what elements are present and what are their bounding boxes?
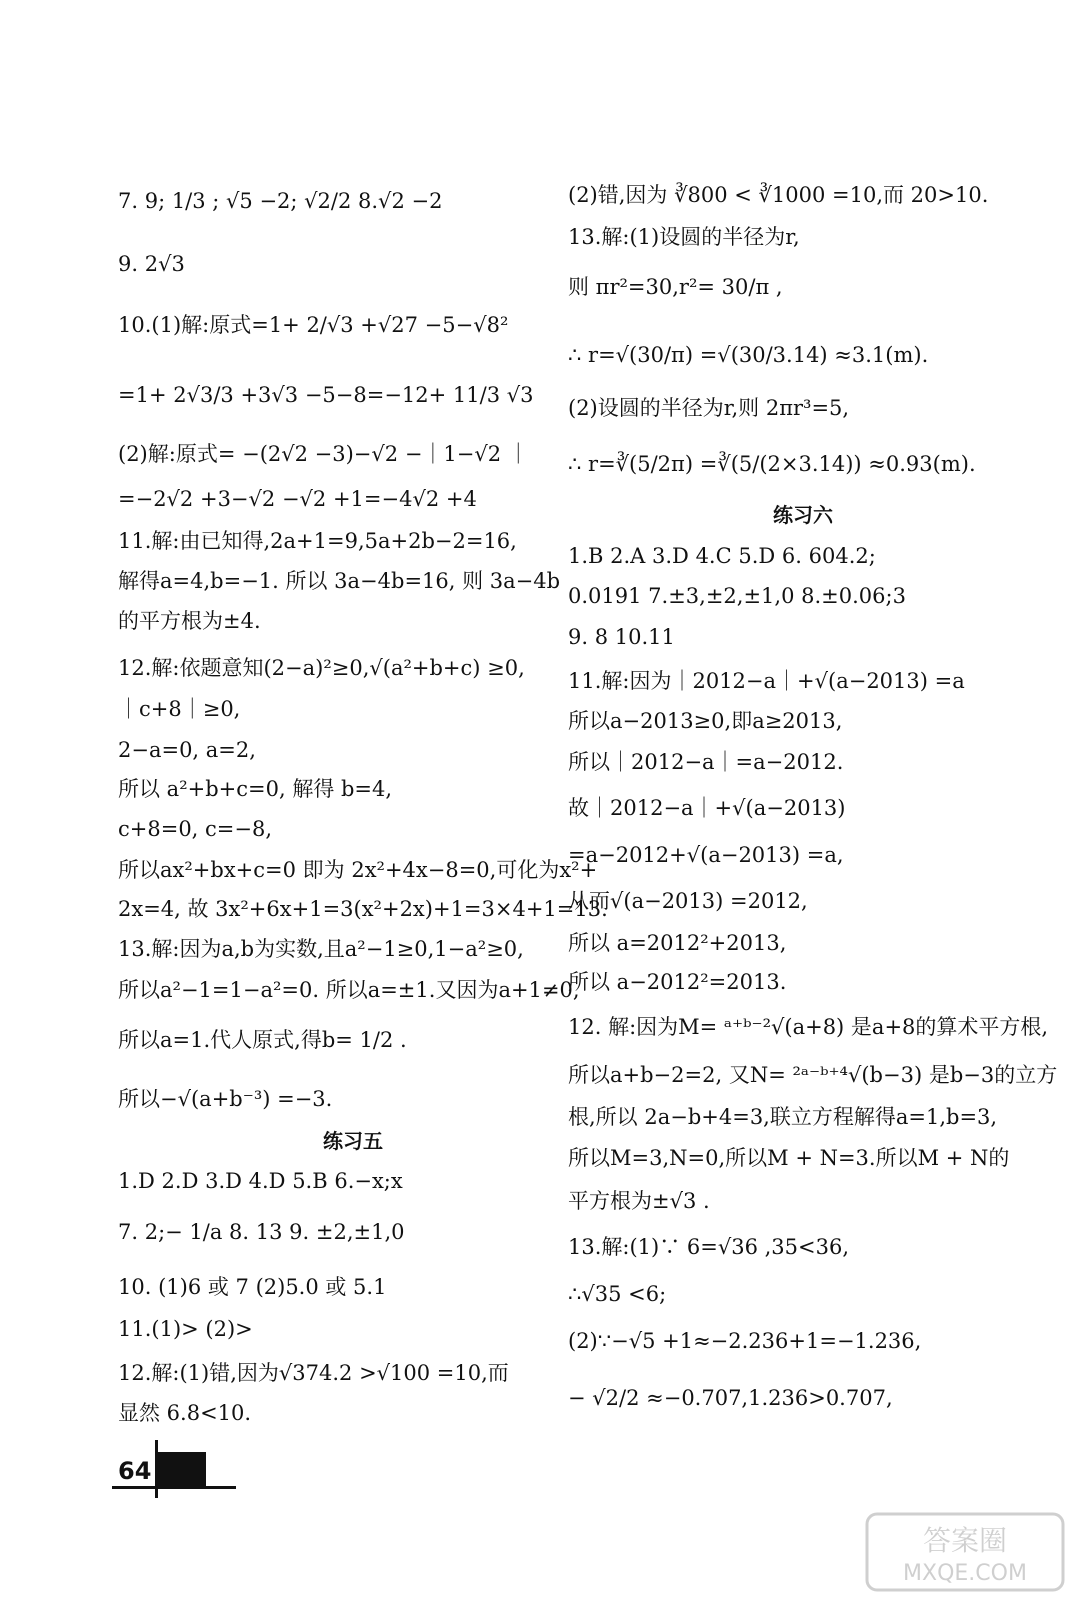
right-text-line: 所以 a−2012²=2013. [568,970,787,994]
right-text-line: 故｜2012−a｜+√(a−2013) [568,796,846,820]
left-text-line: 所以a=1.代人原式,得b= 1/2 . [118,1028,407,1052]
footer-rule [112,1486,236,1489]
right-text-line: 所以｜2012−a｜=a−2012. [568,750,844,774]
left-text-line: 11.解:由已知得,2a+1=9,5a+2b−2=16, [118,529,517,553]
left-text-line: 9. 2√3 [118,252,185,276]
right-text-line: ∴ r=∛(5/2π) =∛(5/(2×3.14)) ≈0.93(m). [568,452,976,476]
left-text-line: 10.(1)解:原式=1+ 2/√3 +√27 −5−√8² [118,313,509,337]
right-text-line: 所以a+b−2=2, 又N= ²ᵃ⁻ᵇ⁺⁴√(b−3) 是b−3的立方 [568,1063,1058,1087]
right-text-line: 13.解:(1)设圆的半径为r, [568,225,800,249]
left-text-line: (2)解:原式= −(2√2 −3)−√2 −｜1−√2 ｜ [118,442,529,466]
left-text-line: 7. 2;− 1/a 8. 13 9. ±2,±1,0 [118,1220,405,1244]
right-text-line: 则 πr²=30,r²= 30/π , [568,275,783,299]
left-text-line: 2x=4, 故 3x²+6x+1=3(x²+2x)+1=3×4+1=13. [118,897,608,921]
right-text-line: 根,所以 2a−b+4=3,联立方程解得a=1,b=3, [568,1105,998,1129]
right-text-line: 13.解:(1)∵ 6=√36 ,35<36, [568,1235,850,1259]
left-text-line: ｜c+8｜≥0, [118,697,241,721]
right-text-line: =a−2012+√(a−2013) =a, [568,843,844,867]
right-text-line: 12. 解:因为M= ᵃ⁺ᵇ⁻²√(a+8) 是a+8的算术平方根, [568,1015,1049,1039]
right-text-line: 9. 8 10.11 [568,625,675,649]
right-text-line: 11.解:因为｜2012−a｜+√(a−2013) =a [568,669,965,693]
right-text-line: 所以 a=2012²+2013, [568,931,787,955]
left-text-line: =−2√2 +3−√2 −√2 +1=−4√2 +4 [118,487,477,511]
right-text-line: 所以M=3,N=0,所以M + N=3.所以M + N的 [568,1146,1010,1170]
right-text-line: (2)错,因为 ∛800 < ∛1000 =10,而 20>10. [568,183,989,207]
right-text-line: ∴ r=√(30/π) =√(30/3.14) ≈3.1(m). [568,343,929,367]
right-text-line: − √2/2 ≈−0.707,1.236>0.707, [568,1386,893,1410]
right-text-line: 1.B 2.A 3.D 4.C 5.D 6. 604.2; [568,544,876,568]
right-text-line: 平方根为±√3 . [568,1189,710,1213]
page-number: 64 [118,1457,152,1485]
left-text-line: 11.(1)> (2)> [118,1317,253,1341]
left-text-line: 显然 6.8<10. [118,1401,252,1425]
right-text-line: 所以a−2013≥0,即a≥2013, [568,709,843,733]
svg-text:MXQE.COM: MXQE.COM [903,1561,1027,1586]
right-text-line: (2)设圆的半径为r,则 2πr³=5, [568,396,850,420]
svg-text:答案圈: 答案圈 [922,1524,1008,1557]
left-text-line: 12.解:(1)错,因为√374.2 >√100 =10,而 [118,1361,509,1385]
left-text-line: 的平方根为±4. [118,609,261,633]
left-text-line: 所以−√(a+b⁻³) =−3. [118,1087,333,1111]
footer-block [158,1452,206,1486]
left-text-line: 所以 a²+b+c=0, 解得 b=4, [118,777,393,801]
left-text-line: =1+ 2√3/3 +3√3 −5−8=−12+ 11/3 √3 [118,383,534,407]
watermark-logo [865,1512,1065,1592]
right-text-line: (2)∵−√5 +1≈−2.236+1=−1.236, [568,1329,922,1353]
right-text-line: 从而√(a−2013) =2012, [568,889,808,913]
left-text-line: 所以a²−1=1−a²=0. 所以a=±1.又因为a+1≠0, [118,978,580,1002]
left-text-line: c+8=0, c=−8, [118,817,273,841]
left-text-line: 7. 9; 1/3 ; √5 −2; √2/2 8.√2 −2 [118,189,443,213]
left-text-line: 所以ax²+bx+c=0 即为 2x²+4x−8=0,可化为x²+ [118,858,598,882]
right-text-line: 0.0191 7.±3,±2,±1,0 8.±0.06;3 [568,584,906,608]
left-text-line: 2−a=0, a=2, [118,738,256,762]
left-text-line: 12.解:依题意知(2−a)²≥0,√(a²+b+c) ≥0, [118,656,525,680]
left-text-line: 13.解:因为a,b为实数,且a²−1≥0,1−a²≥0, [118,937,524,961]
left-text-line: 解得a=4,b=−1. 所以 3a−4b=16, 则 3a−4b [118,569,561,593]
left-text-line: 1.D 2.D 3.D 4.D 5.B 6.−x;x [118,1169,403,1193]
right-section-heading: 练习六 [773,503,833,527]
left-text-line: 10. (1)6 或 7 (2)5.0 或 5.1 [118,1275,387,1299]
left-section-heading: 练习五 [323,1129,383,1153]
right-text-line: ∴√35 <6; [568,1282,667,1306]
